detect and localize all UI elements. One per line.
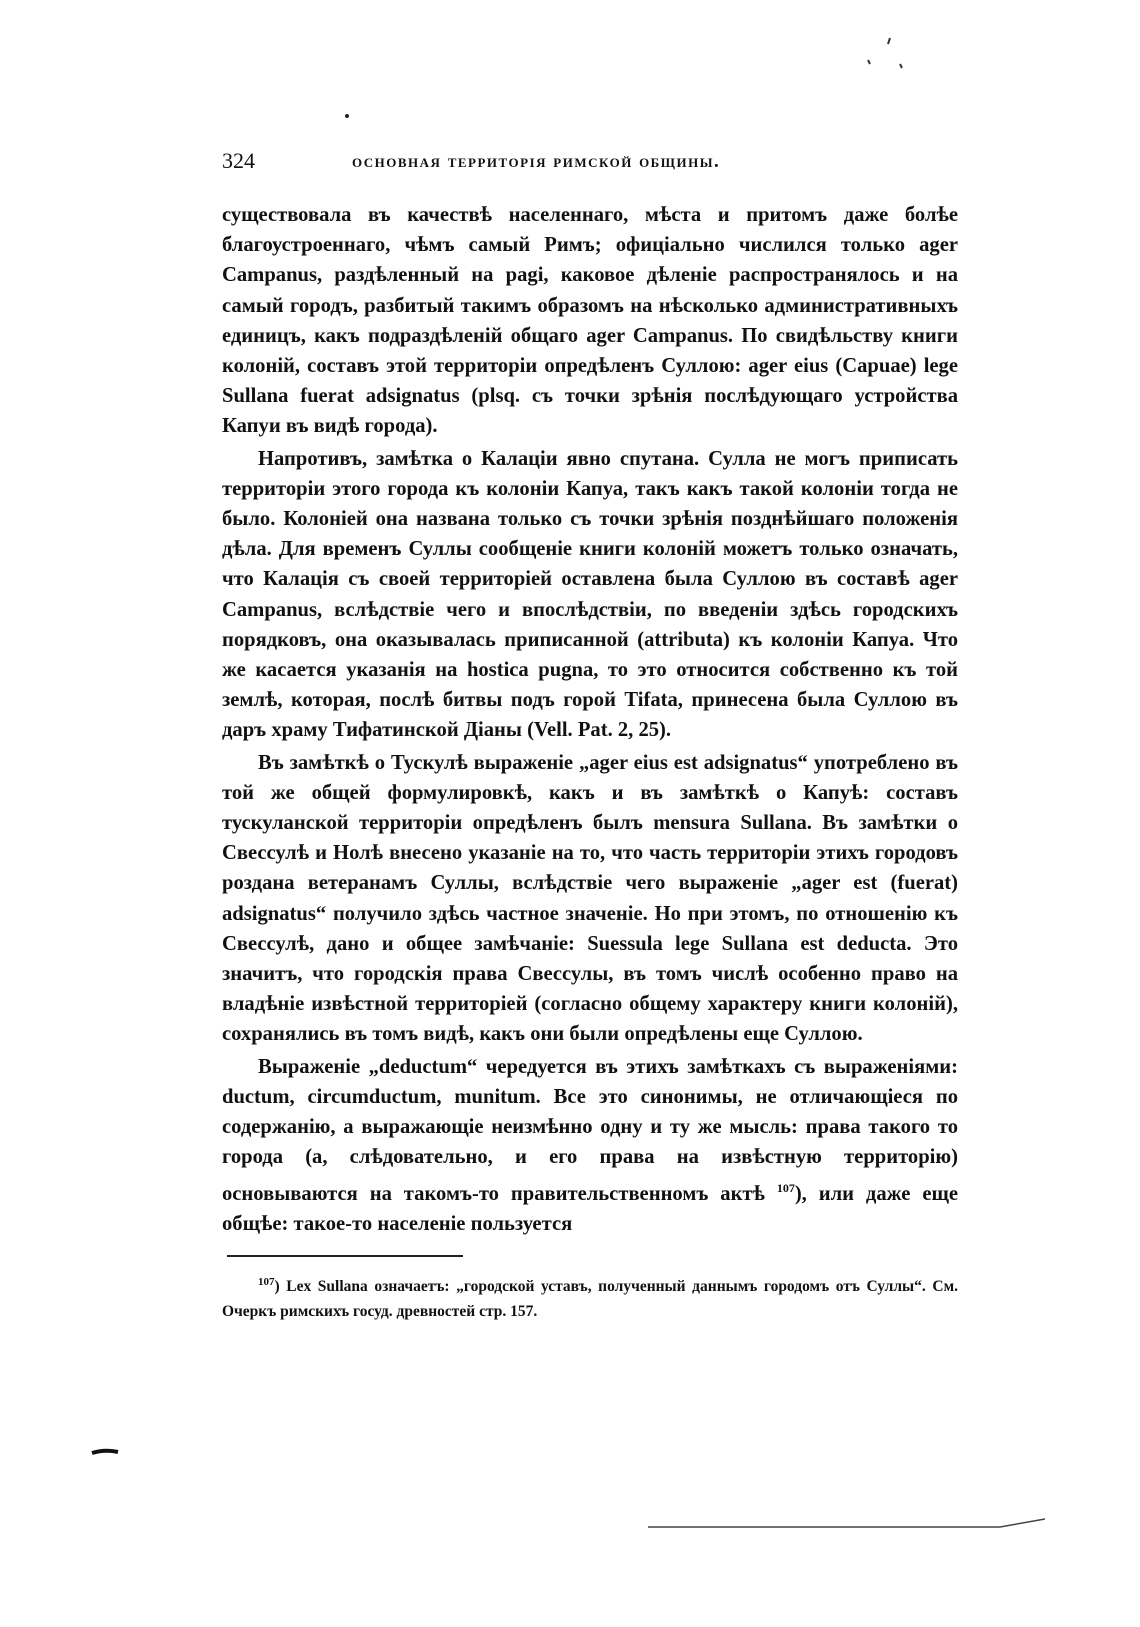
page-number: 324 (222, 148, 255, 173)
paragraph-4-text: Выраженіе „deductum“ чередуется въ этихъ замѣткахъ съ выраженіями: ductum, circumductum, munitum. Все это синонимы, не отличающіеся по содержанію, а выражающіе неизмѣнно одну и ту же мысль: права такого то города (а, слѣдовательно, и его права на извѣстную территорію) основываются на такомъ-то правительственномъ актѣ (222, 1055, 958, 1205)
footnote-divider (227, 1255, 463, 1257)
footnote-reference[interactable]: 107 (776, 1180, 795, 1195)
scan-dot-top (345, 114, 349, 118)
running-title: основная территорія римской общины. (352, 151, 721, 172)
footnote-text: ) Lex Sullana означаетъ: „городской уставъ, полученный даннымъ городомъ отъ Суллы“. См. Очеркъ римскихъ госуд. древностей стр. 157. (222, 1278, 958, 1321)
paragraph-3: Въ замѣткѣ о Тускулѣ выраженіе „ager eius est adsignatus“ употреблено въ той же общей формулировкѣ, какъ и въ замѣткѣ о Капуѣ: составъ тускуланской территоріи опредѣленъ былъ mensura Sullana. Въ замѣтки о Свессулѣ и Нолѣ внесено указаніе на то, что часть территоріи этихъ городовъ роздана ветеранамъ Суллы, вслѣдствіе чего выраженіе „ager est (fuerat) adsignatus“ получило здѣсь частное значеніе. Но при этомъ, по отношенію къ Свессулѣ, дано и общее замѣчаніе: Suessula lege Sullana est deducta. Это значитъ, что городскія права Свессулы, въ томъ числѣ особенно право на владѣніе извѣстной территоріей (согласно общему характеру книги колоній), сохранялись въ томъ видѣ, какъ они были опредѣлены еще Суллою. (222, 751, 958, 1046)
scan-mark-left (92, 1451, 118, 1453)
scan-mark-bottom-right (648, 1519, 1045, 1527)
scan-mark-top-right (868, 38, 902, 68)
body-text (222, 200, 958, 1241)
paragraph-1: существовала въ качествѣ населеннаго, мѣста и притомъ даже болѣе благоустроеннаго, чѣмъ самый Римъ; офиціально числился только ager Campanus, раздѣленный на pagi, каковое дѣленіе распространялось и на самый городъ, разбитый такимъ образомъ на нѣсколько административныхъ единицъ, какъ подраздѣленій общаго ager Campanus. По свидѣльству книги колоній, составъ этой территоріи опредѣленъ Суллою: ager eius (Capuae) lege Sullana fuerat adsignatus (plsq. съ точки зрѣнія послѣдующаго устройства Капуи въ видѣ города). (222, 204, 958, 438)
footnote (222, 1270, 958, 1324)
paragraph-4-tail: ), или даже еще общѣе: такое-то населеніе пользуется (222, 1182, 959, 1235)
footnote-marker: 107 (258, 1276, 275, 1288)
footnote-paragraph (222, 1270, 958, 1324)
paragraph-2: Напротивъ, замѣтка о Калаціи явно спутана. Сулла не могъ приписать территоріи этого города къ колоніи Капуа, такъ какъ такой колоніи тогда не было. Колоніей она названа только съ точки зрѣнія позднѣйшаго положенія дѣла. Для временъ Суллы сообщеніе книги колоній можетъ только означать, что Калація съ своей территоріей оставлена была Суллою въ составѣ ager Campanus, вслѣдствіе чего и впослѣдствіи, по введеніи здѣсь городскихъ порядковъ, она оказывалась приписанной (attributa) къ колоніи Капуа. Что же касается указанія на hostica pugna, то это относится собственно къ той землѣ, которая, послѣ битвы подъ горой Tifata, принесена была Суллою въ даръ храму Тифатинской Діаны (Vell. Pat. 2, 25). (222, 447, 958, 742)
paragraph-4 (222, 1052, 958, 1239)
